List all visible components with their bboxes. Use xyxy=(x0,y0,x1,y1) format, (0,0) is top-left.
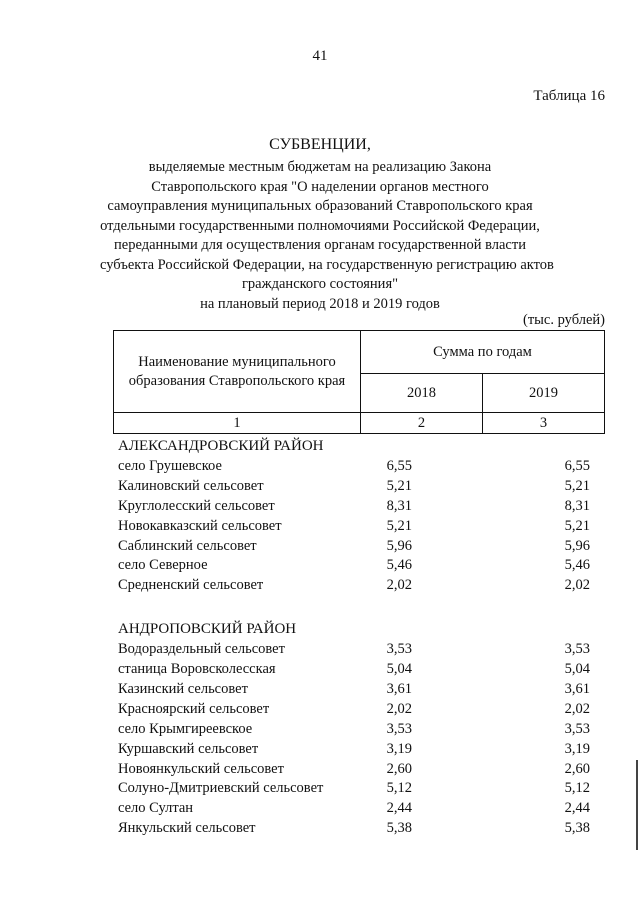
row-value-2018: 3,53 xyxy=(386,720,412,737)
header-sum-column: Сумма по годам xyxy=(361,331,605,374)
row-name: село Северное xyxy=(118,557,208,574)
row-value-2019: 3,53 xyxy=(564,641,590,658)
row-value-2018: 6,55 xyxy=(386,458,412,474)
section-spacer xyxy=(118,596,590,618)
row-value-2019: 5,96 xyxy=(564,537,590,554)
row-name: Средненский сельсовет xyxy=(118,577,264,594)
table-row xyxy=(118,740,590,760)
row-value-2019: 8,31 xyxy=(564,497,590,514)
row-value-2018: 8,31 xyxy=(386,497,412,514)
row-value-2019: 3,53 xyxy=(564,720,590,737)
table-row xyxy=(118,576,590,596)
subtitle-line: субъекта Российской Федерации, на государственную регистрацию актов xyxy=(100,256,554,273)
row-value-2019: 5,04 xyxy=(564,661,590,678)
table-label: Таблица 16 xyxy=(533,88,605,104)
row-value-2018: 2,02 xyxy=(386,577,412,594)
row-name: Саблинский сельсовет xyxy=(118,537,257,554)
row-value-2018: 3,61 xyxy=(386,681,412,698)
row-value-2018: 3,53 xyxy=(386,641,412,658)
row-value-2019: 5,21 xyxy=(564,517,590,534)
table-row xyxy=(118,720,590,740)
document-heading: СУБВЕНЦИИ, xyxy=(269,136,371,153)
row-value-2019: 5,21 xyxy=(564,477,590,494)
table-row xyxy=(118,477,590,497)
row-value-2018: 3,19 xyxy=(386,740,412,757)
subtitle-line: самоуправления муниципальных образований Ставропольского края xyxy=(107,198,533,214)
header-column-number: 2 xyxy=(361,413,483,434)
row-value-2018: 5,21 xyxy=(386,517,412,534)
header-name-column: Наименование муниципального образования Ставропольского края xyxy=(114,331,361,413)
row-value-2018: 5,38 xyxy=(386,820,412,837)
row-name: село Грушевское xyxy=(118,458,222,474)
row-name: село Султан xyxy=(118,800,194,817)
row-value-2019: 2,44 xyxy=(564,800,590,817)
table-row xyxy=(118,497,590,517)
row-value-2018: 5,21 xyxy=(386,477,412,494)
row-name: Янкульский сельсовет xyxy=(118,820,256,837)
table-row xyxy=(118,700,590,720)
row-name: Новокавказский сельсовет xyxy=(118,517,282,534)
subtitle-line: гражданского состояния" xyxy=(241,276,399,292)
row-name: Куршавский сельсовет xyxy=(118,740,259,757)
table-row xyxy=(118,556,590,576)
subtitle-line: отдельными государственными полномочиями Российской Федерации, xyxy=(100,217,540,234)
district-title: АЛЕКСАНДРОВСКИЙ РАЙОН xyxy=(118,438,324,454)
table-row xyxy=(118,799,590,819)
subtitle-line: переданными для осуществления органам государственной власти xyxy=(114,237,526,253)
table-header xyxy=(113,330,605,434)
row-value-2019: 2,02 xyxy=(564,700,590,717)
units-label: (тыс. рублей) xyxy=(523,312,605,328)
row-value-2018: 2,02 xyxy=(386,700,412,717)
row-value-2018: 5,12 xyxy=(386,780,412,797)
subtitle-line: на плановый период 2018 и 2019 годов xyxy=(200,295,440,312)
table-row xyxy=(118,537,590,557)
page-number: 41 xyxy=(312,48,328,64)
subtitle-line: Ставропольского края "О наделении органов местного xyxy=(151,178,489,195)
row-name: село Крымгиреевское xyxy=(118,720,253,737)
row-value-2019: 5,38 xyxy=(564,820,590,837)
table-row xyxy=(118,760,590,780)
row-name: Водораздельный сельсовет xyxy=(118,641,285,658)
row-value-2018: 5,96 xyxy=(386,537,412,554)
row-name: Солуно-Дмитриевский сельсовет xyxy=(118,780,324,797)
district-title: АНДРОПОВСКИЙ РАЙОН xyxy=(118,621,297,638)
row-name: Казинский сельсовет xyxy=(118,681,248,698)
row-value-2019: 5,46 xyxy=(564,557,590,574)
row-value-2018: 5,04 xyxy=(386,661,412,678)
row-value-2019: 3,19 xyxy=(564,740,590,757)
table-row xyxy=(118,680,590,700)
row-value-2019: 5,12 xyxy=(564,780,590,797)
subtitle-line: выделяемые местным бюджетам на реализацию Закона xyxy=(148,159,492,175)
table-row xyxy=(118,517,590,537)
row-name: Круглолесский сельсовет xyxy=(118,497,275,514)
row-name: станица Воровсколесская xyxy=(118,661,276,678)
header-column-number: 1 xyxy=(114,413,361,434)
table-row xyxy=(118,839,590,859)
row-value-2018: 2,60 xyxy=(386,760,412,777)
row-value-2019: 2,60 xyxy=(564,760,590,777)
row-name: Новоянкульский сельсовет xyxy=(118,760,284,777)
scan-edge-mark xyxy=(636,760,638,850)
table-row xyxy=(118,660,590,680)
table-body xyxy=(118,435,590,859)
table-row xyxy=(118,457,590,477)
row-value-2018: 2,44 xyxy=(386,800,412,817)
row-value-2018: 5,46 xyxy=(386,557,412,574)
header-year-2019: 2019 xyxy=(482,374,604,413)
row-name: Красноярский сельсовет xyxy=(118,700,270,717)
row-value-2019: 6,55 xyxy=(564,458,590,474)
table-row xyxy=(118,779,590,799)
table-row xyxy=(118,640,590,660)
table-row xyxy=(118,819,590,839)
row-value-2019: 2,02 xyxy=(564,577,590,594)
header-year-2018: 2018 xyxy=(361,374,483,413)
document-subtitle xyxy=(100,158,554,314)
row-value-2019: 3,61 xyxy=(564,681,590,698)
row-name: Калиновский сельсовет xyxy=(118,477,264,494)
header-column-number: 3 xyxy=(482,413,604,434)
